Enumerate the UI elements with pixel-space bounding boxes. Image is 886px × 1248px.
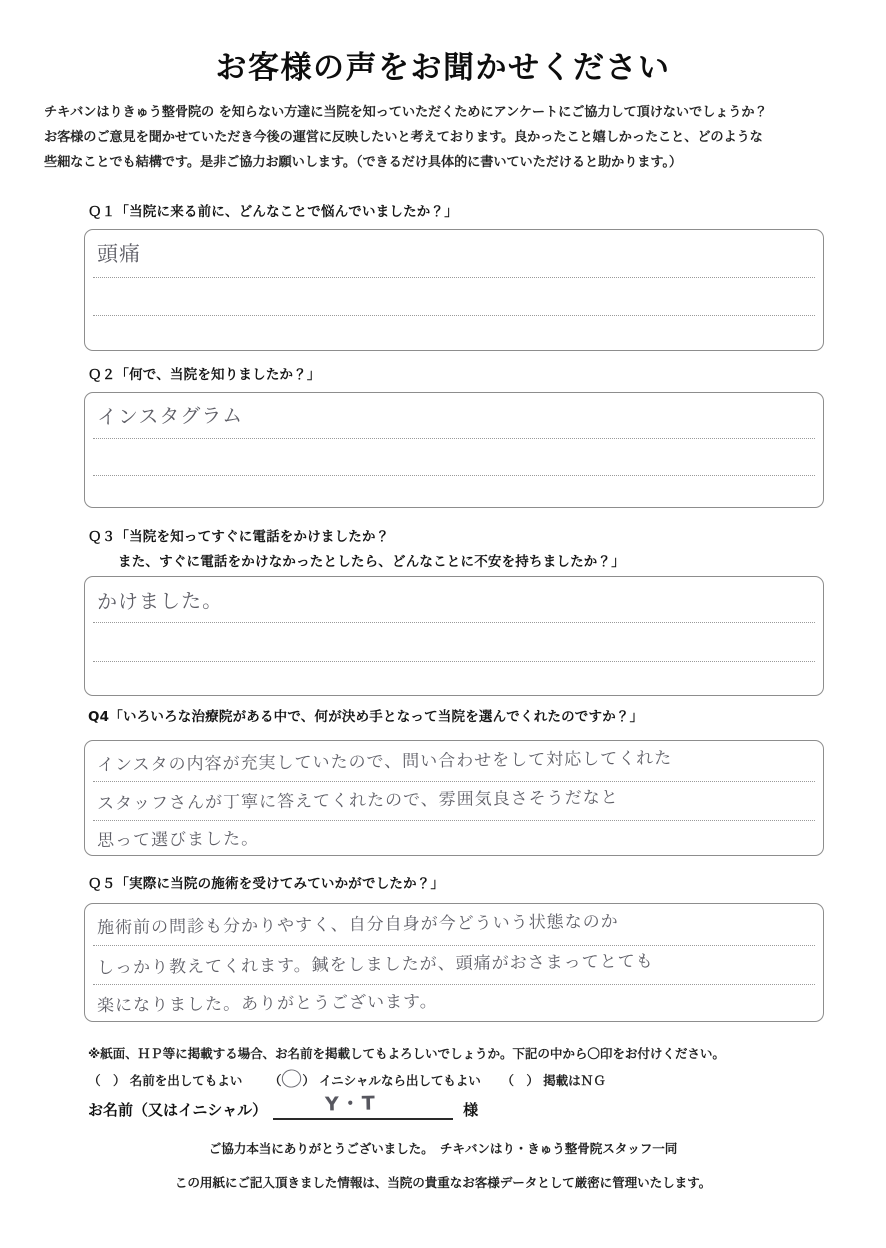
consent-notice: ※紙面、ＨＰ等に掲載する場合、お名前を掲載してもよろしいでしょうか。下記の中から〇印をお付けください。 xyxy=(88,1046,725,1061)
footer-privacy: この用紙にご記入頂きました情報は、当院の貴重なお客様データとして厳密に管理いたします。 xyxy=(174,1175,712,1190)
question-label-q2 xyxy=(88,363,321,383)
writing-rule xyxy=(93,781,815,782)
page-title: お客様の声をお聞かせください xyxy=(215,50,671,86)
handwritten-answer-q3-line1: かけました。 xyxy=(96,588,224,614)
handwritten-answer-q4-line2: スタッフさんが丁寧に答えてくれたので、雰囲気良さそうだなと xyxy=(96,787,619,815)
name-input-line[interactable] xyxy=(273,1092,453,1120)
consent-option-1-mark: （ ） xyxy=(88,1073,126,1088)
consent-option-3-label: 掲載はＮＧ xyxy=(543,1073,606,1088)
question-text-q1: Ｑ１「当院に来る前に、どんなことで悩んでいましたか？」 xyxy=(88,204,458,220)
question-label-q4 xyxy=(88,705,643,725)
intro-line-3: 些細なことでも結構です。是非ご協力お願いします。（できるだけ具体的に書いていただけると助かります。） xyxy=(44,155,683,170)
question-text-q5: Ｑ５「実際に当院の施術を受けてみていかがでしたか？」 xyxy=(88,876,445,892)
intro-line-2: お客様のご意見を聞かせていただき今後の運営に反映したいと考えております。良かったこと嬉しかったこと、どのような xyxy=(44,130,763,145)
handwritten-answer-q5-line3: 楽になりました。ありがとうございます。 xyxy=(96,991,438,1017)
handwritten-answer-q4-line3: 思って選びました。 xyxy=(96,829,260,851)
writing-rule xyxy=(93,661,815,662)
handwritten-answer-q5-line1: 施術前の問診も分かりやすく、自分自身が今どういう状態なのか xyxy=(96,911,619,939)
handwritten-answer-q2-line1: インスタグラム xyxy=(96,403,244,429)
question-label-q5 xyxy=(88,872,444,892)
question-label-q3 xyxy=(88,525,625,570)
writing-rule xyxy=(93,438,815,439)
name-field-label: お名前（又はイニシャル） xyxy=(88,1101,268,1119)
intro-paragraph xyxy=(44,100,844,175)
handwritten-answer-q1-line1: 頭痛 xyxy=(96,241,142,267)
name-field-row[interactable] xyxy=(88,1092,479,1120)
consent-options xyxy=(88,1069,606,1089)
answer-box-q4[interactable] xyxy=(84,740,824,856)
consent-option-2-mark: （ ） xyxy=(269,1073,315,1088)
writing-rule xyxy=(93,820,815,821)
handwritten-answer-q4-line1: インスタの内容が充実していたので、問い合わせをして対応してくれた xyxy=(96,748,673,776)
answer-box-q2[interactable] xyxy=(84,392,824,508)
writing-rule xyxy=(93,984,815,985)
intro-line-1: チキバンはりきゅう整骨院の を知らない方達に当院を知っていただくためにアンケートにご協力して頂けないでしょうか？ xyxy=(44,105,768,120)
answer-box-q1[interactable] xyxy=(84,229,824,351)
question-text-q2: Ｑ２「何で、当院を知りましたか？」 xyxy=(88,367,321,383)
question-text-q3-line2: また、すぐに電話をかけなかったとしたら、どんなことに不安を持ちましたか？」 xyxy=(118,554,625,570)
answer-box-q5[interactable] xyxy=(84,903,824,1022)
question-text-q4: Q4「いろいろな治療院がある中で、何が決め手となって当院を選んでくれたのですか？」 xyxy=(88,709,644,725)
answer-box-q3[interactable] xyxy=(84,576,824,696)
consent-option-2-label: イニシャルなら出してもよい xyxy=(319,1073,481,1088)
circle-selection-icon xyxy=(281,1069,302,1089)
writing-rule xyxy=(93,945,815,946)
writing-rule xyxy=(93,315,815,316)
consent-option-3[interactable] xyxy=(501,1070,605,1089)
handwritten-answer-q5-line2: しっかり教えてくれます。鍼をしましたが、頭痛がおさまってとても xyxy=(96,951,654,979)
footer-thanks: ご協力本当にありがとうございました。 チキバンはり・きゅう整骨院スタッフ一同 xyxy=(208,1141,678,1156)
question-text-q3-line1: Ｑ３「当院を知ってすぐに電話をかけましたか？ xyxy=(88,529,390,545)
consent-option-1-label: 名前を出してもよい xyxy=(129,1073,243,1088)
name-input-value: Y・T xyxy=(324,1092,378,1116)
writing-rule xyxy=(93,475,815,476)
consent-option-1[interactable] xyxy=(88,1070,242,1089)
consent-option-3-mark: （ ） xyxy=(501,1073,539,1088)
question-label-q1 xyxy=(88,200,458,220)
writing-rule xyxy=(93,277,815,278)
consent-option-2[interactable] xyxy=(269,1069,481,1089)
writing-rule xyxy=(93,622,815,623)
name-field-suffix: 様 xyxy=(463,1101,479,1119)
